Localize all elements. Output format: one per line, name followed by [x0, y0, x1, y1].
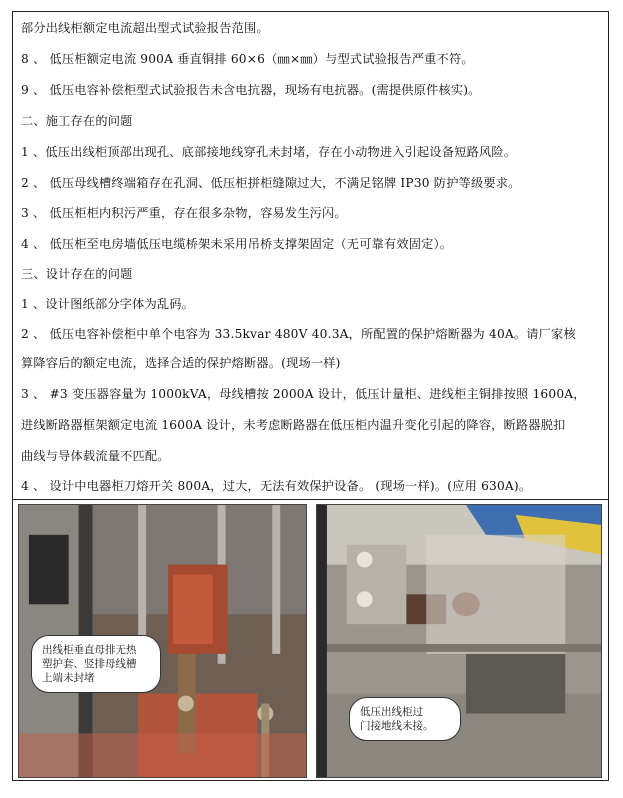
text-line: 8 、 低压柜额定电流 900A 垂直铜排 60×6（㎜×㎜）与型式试验报告严重不符。 — [21, 52, 474, 66]
issue-list — [13, 12, 608, 499]
caption-line: 上端未封堵 — [42, 672, 95, 684]
caption-line: 出线柜垂直母排无热 — [42, 644, 137, 656]
text-line: 1 、设计图纸部分字体为乱码。 — [21, 297, 195, 311]
text-line: 9 、 低压电容补偿柜型式试验报告未含电抗器，现场有电抗器。(需提供原件核实)。 — [21, 83, 481, 97]
caption-line: 低压出线柜过 — [360, 706, 423, 718]
report-frame — [12, 11, 609, 781]
section-heading: 三、设计存在的问题 — [21, 267, 133, 281]
section-divider — [13, 499, 608, 500]
caption-line: 塑护套、竖排母线槽 — [42, 658, 137, 670]
text-line: 2 、 低压母线槽终端箱存在孔洞、低压柜拼柜缝隙过大，不满足铭牌 IP30 防护等级要求。 — [21, 176, 521, 190]
caption-line: 门接地线未接。 — [360, 720, 434, 732]
section-heading: 二、施工存在的问题 — [21, 114, 133, 128]
text-line: 部分出线柜额定电流超出型式试验报告范围。 — [21, 21, 269, 35]
text-line: 4 、 设计中电器柜刀熔开关 800A，过大，无法有效保护设备。 (现场一样)。(应用 630A)。 — [21, 479, 532, 493]
text-line: 1 、低压出线柜顶部出现孔、底部接地线穿孔未封堵，存在小动物进入引起设备短路风险。 — [21, 145, 517, 159]
text-line: 2 、 低压电容补偿柜中单个电容为 33.5kvar 480V 40.3A，所配置的保护熔断器为 40A。请厂家核 — [21, 327, 576, 341]
text-line: 4 、 低压柜至电房墙低压电缆桥架未采用吊桥支撑架固定（无可靠有效固定）。 — [21, 237, 453, 251]
text-line: 进线断路器框架额定电流 1600A 设计，未考虑断路器在低压柜内温升变化引起的降容，断路器脱扣 — [21, 418, 566, 432]
photo-caption-left — [31, 635, 161, 693]
text-line: 算降容后的额定电流，选择合适的保护熔断器。(现场一样) — [21, 356, 341, 370]
photo-caption-right — [349, 697, 461, 741]
photo-cabinet-door — [316, 504, 602, 778]
text-line: 曲线与导体载流量不匹配。 — [21, 449, 170, 463]
photo-busbar — [18, 504, 307, 778]
text-line: 3 、 #3 变压器容量为 1000kVA，母线槽按 2000A 设计，低压计量柜、进线柜主铜排按照 1600A， — [21, 387, 586, 401]
text-line: 3 、 低压柜柜内积污严重，存在很多杂物，容易发生污闪。 — [21, 206, 347, 220]
